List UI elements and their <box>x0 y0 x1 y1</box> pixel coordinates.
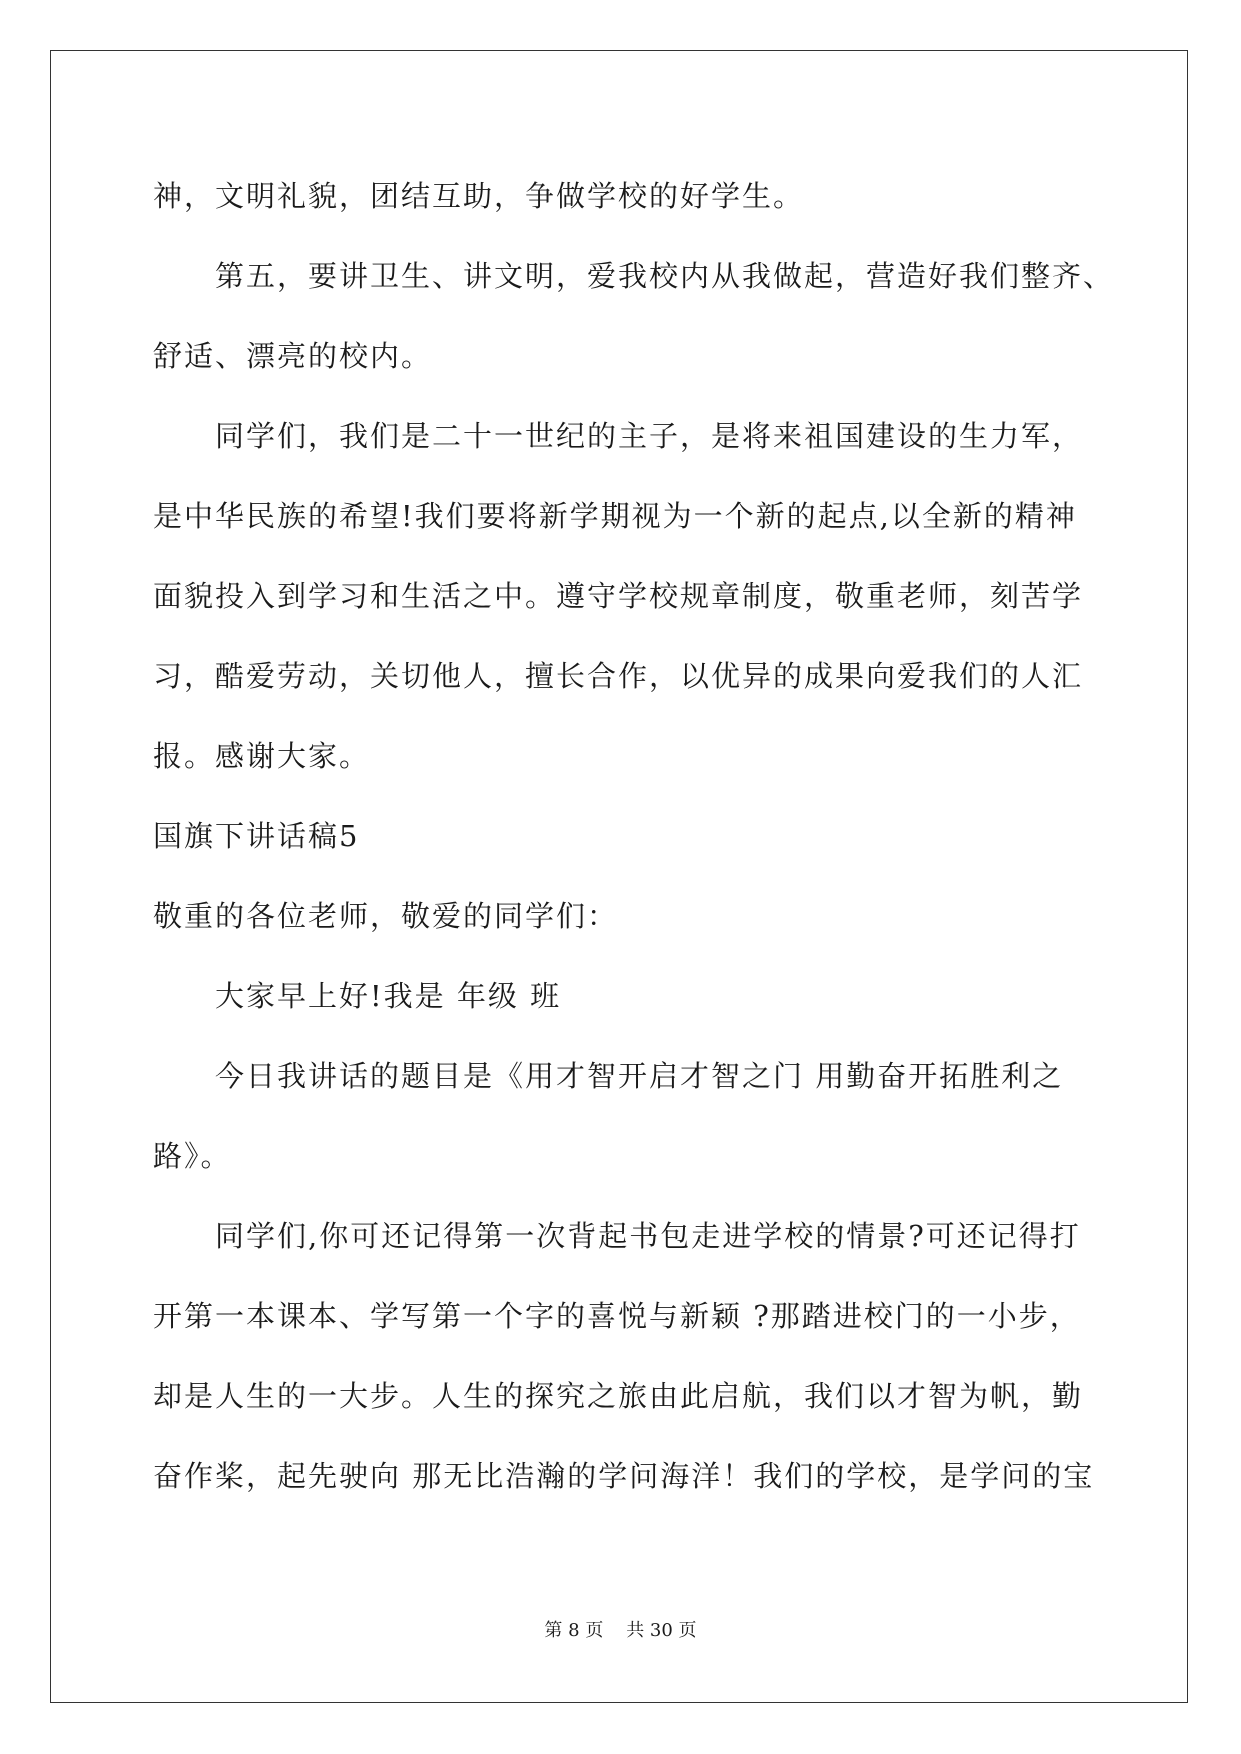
page-footer: 第 8 页 共 30 页 <box>544 1620 697 1641</box>
text-line: 同学们，我们是二十一世纪的主子，是将来祖国建设的生力军， <box>215 419 1084 453</box>
text-line: 神，文明礼貌，团结互助，争做学校的好学生。 <box>153 179 805 213</box>
text-line: 面貌投入到学习和生活之中。遵守学校规章制度，敬重老师，刻苦学 <box>153 579 1084 613</box>
text-line: 奋作桨，起先驶向 那无比浩瀚的学问海洋！我们的学校，是学问的宝 <box>153 1459 1095 1493</box>
text-line: 今日我讲话的题目是《用才智开启才智之门 用勤奋开拓胜利之 <box>215 1059 1064 1093</box>
section-heading: 国旗下讲话稿5 <box>153 819 360 853</box>
text-line: 舒适、漂亮的校内。 <box>153 339 433 373</box>
text-line: 报。感谢大家。 <box>153 739 371 773</box>
text-line: 同学们,你可还记得第一次背起书包走进学校的情景?可还记得打 <box>215 1219 1081 1253</box>
text-line: 开第一本课本、学写第一个字的喜悦与新颖 ?那踏进校门的一小步， <box>153 1299 1081 1333</box>
text-line: 路》。 <box>153 1139 232 1173</box>
salutation: 敬重的各位老师，敬爱的同学们： <box>153 899 619 933</box>
greeting-line: 大家早上好!我是 年级 班 <box>215 979 562 1013</box>
text-line: 是中华民族的希望!我们要将新学期视为一个新的起点,以全新的精神 <box>153 499 1077 533</box>
text-line: 第五，要讲卫生、讲文明，爱我校内从我做起，营造好我们整齐、 <box>215 259 1115 293</box>
text-line: 却是人生的一大步。人生的探究之旅由此启航，我们以才智为帆，勤 <box>153 1379 1084 1413</box>
text-line: 习，酷爱劳动，关切他人，擅长合作，以优异的成果向爱我们的人汇 <box>153 659 1084 693</box>
